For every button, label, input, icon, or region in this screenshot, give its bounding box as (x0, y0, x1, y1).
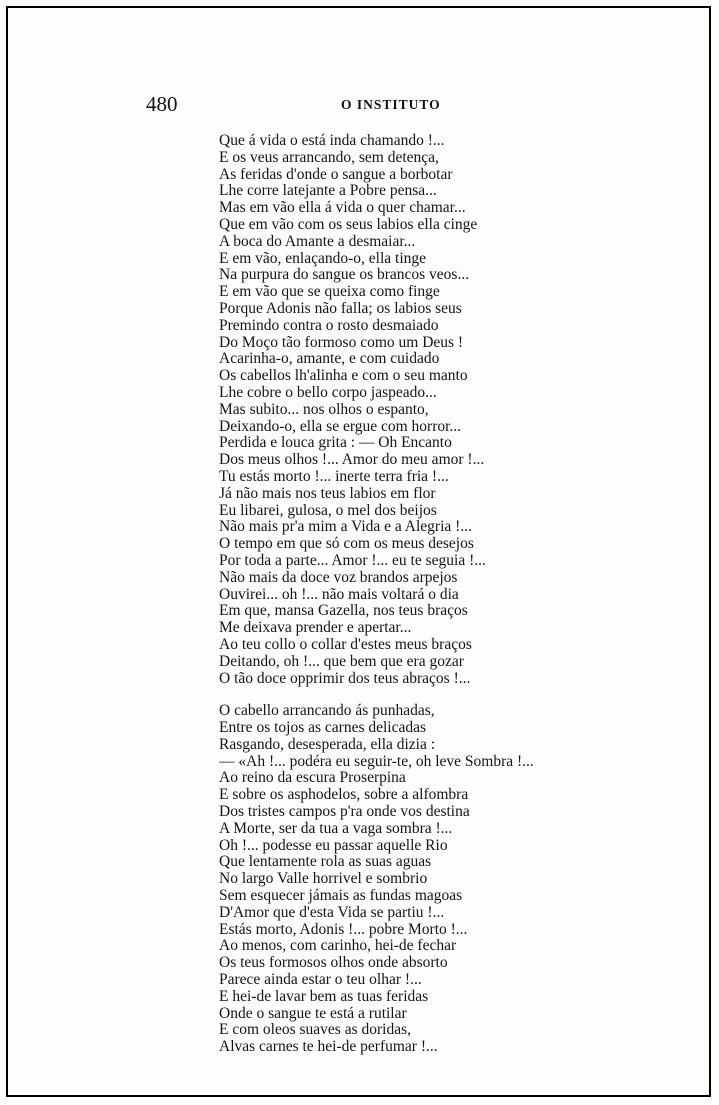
verse-line: E sobre os asphodelos, sobre a alfombra (219, 786, 469, 804)
verse-line: Que em vão com os seus labios ella cinge (219, 215, 478, 233)
verse-line: Que á vida o está inda chamando !... (219, 132, 445, 149)
verse-line: Alvas carnes te hei-de perfumar !... (219, 1038, 438, 1056)
verse-line: D'Amor que d'esta Vida se partiu !... (219, 903, 445, 921)
verse-line: Lhe cobre o bello corpo jaspeado... (219, 383, 437, 401)
verse-line: Sem esquecer jámais as fundas magoas (219, 887, 463, 905)
poem-body (219, 133, 699, 1056)
verse-line: Deixando-o, ella se ergue com horror... (219, 417, 462, 435)
verse-line: Parece ainda estar o teu olhar !... (219, 971, 422, 989)
stanza (219, 133, 699, 687)
verse-line: Rasgando, desesperada, ella dizia : (219, 735, 436, 753)
verse-line: E hei-de lavar bem as tuas feridas (219, 987, 429, 1005)
verse-line: O cabello arrancando ás punhadas, (219, 702, 435, 720)
verse-line: Já não mais nos teus labios em flor (219, 484, 436, 502)
page-number: 480 (146, 92, 178, 116)
verse-line: Ouvirei... oh !... não mais voltará o dia (219, 585, 459, 603)
verse-line: Dos tristes campos p'ra onde vos destina (219, 803, 470, 821)
verse-line: Os cabellos lh'alinha e com o seu manto (219, 367, 468, 385)
verse-line: E com oleos suaves as doridas, (219, 1021, 411, 1039)
verse-line: No largo Valle horrivel e sombrio (219, 870, 428, 888)
verse-line: Oh !... podesse eu passar aquelle Rio (219, 836, 448, 854)
verse-line: Eu libarei, gulosa, o mel dos beijos (219, 501, 437, 519)
verse-line: Ao reino da escura Proserpina (219, 769, 406, 787)
verse-line: A Morte, ser da tua a vaga sombra !... (219, 819, 453, 837)
verse-line: — «Ah !... podéra eu seguir-te, oh leve Sombra !... (219, 752, 534, 770)
verse-line: Dos meus olhos !... Amor do meu amor !... (219, 451, 485, 469)
verse-line: Do Moço tão formoso como um Deus ! (219, 333, 464, 351)
verse-line: Onde o sangue te está a rutilar (219, 1004, 407, 1022)
verse-line: As feridas d'onde o sangue a borbotar (219, 165, 453, 183)
verse-line: O tão doce opprimir dos teus abraços !... (219, 669, 471, 687)
verse-line: Estás morto, Adonis !... pobre Morto !... (219, 920, 468, 938)
verse-line: Os teus formosos olhos onde absorto (219, 954, 448, 972)
verse-line: Porque Adonis não falla; os labios seus (219, 299, 462, 317)
verse-line: Ao menos, com carinho, hei-de fechar (219, 937, 457, 955)
verse-line: Em que, mansa Gazella, nos teus braços (219, 602, 468, 620)
verse-line: Não mais pr'a mim a Vida e a Alegria !... (219, 518, 472, 536)
verse-line: Entre os tojos as carnes delicadas (219, 719, 427, 737)
verse-line: Acarinha-o, amante, e com cuidado (219, 350, 440, 368)
verse-line: Tu estás morto !... inerte terra fria !... (219, 467, 449, 485)
running-head (0, 92, 719, 116)
verse-line: Mas subito... nos olhos o espanto, (219, 400, 429, 418)
verse-line: O tempo em que só com os meus desejos (219, 535, 474, 553)
verse-line: E em vão que se queixa como finge (219, 283, 440, 301)
verse-line: Mas em vão ella á vida o quer chamar... (219, 199, 466, 217)
journal-title: O INSTITUTO (341, 97, 441, 112)
verse-line: A boca do Amante a desmaiar... (219, 232, 416, 250)
verse-line: Premindo contra o rosto desmaiado (219, 316, 439, 334)
verse-line: Deitando, oh !... que bem que era gozar (219, 652, 464, 670)
verse-line: Não mais da doce voz brandos arpejos (219, 568, 458, 586)
verse-line: Por toda a parte... Amor !... eu te seguia !... (219, 551, 486, 569)
verse-line: Lhe corre latejante a Pobre pensa... (219, 182, 437, 200)
verse-line: Perdida e louca grita : — Oh Encanto (219, 434, 452, 452)
verse-line: E em vão, enlaçando-o, ella tinge (219, 249, 427, 267)
verse-line: Me deixava prender e apertar... (219, 619, 412, 637)
verse-line: Que lentamente rola as suas aguas (219, 853, 432, 871)
verse-line: Na purpura do sangue os brancos veos... (219, 266, 470, 284)
verse-line: E os veus arrancando, sem detença, (219, 148, 439, 166)
verse-line: Ao teu collo o collar d'estes meus braços (219, 635, 472, 653)
stanza (219, 703, 699, 1056)
